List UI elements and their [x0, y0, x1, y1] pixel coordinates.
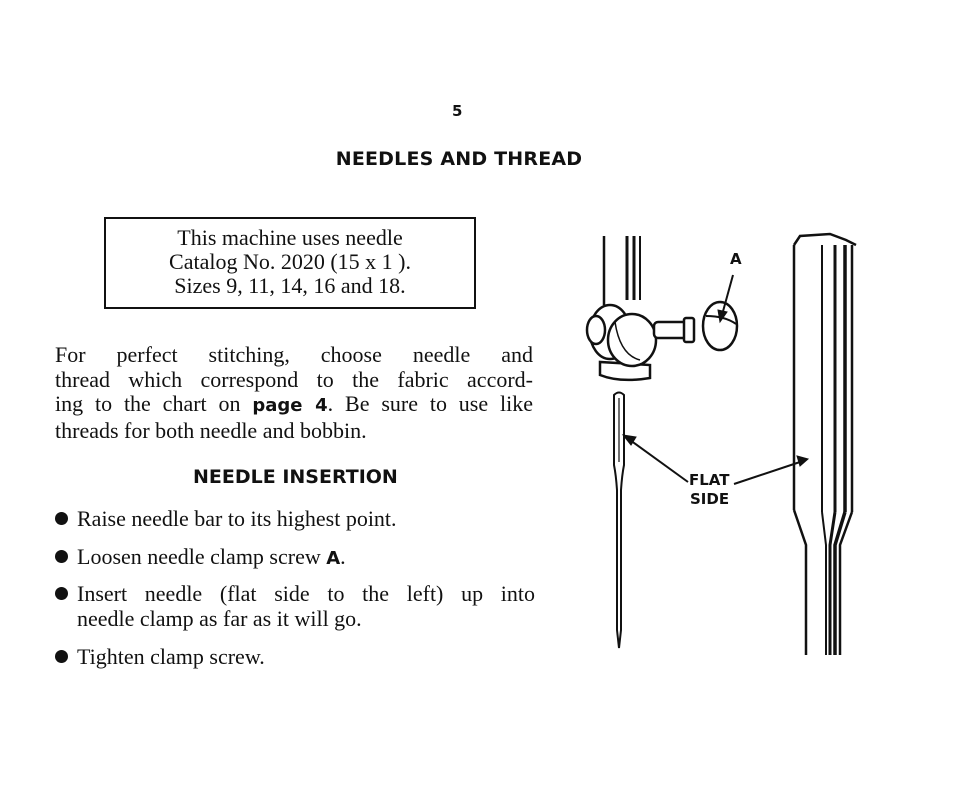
intro-line-3-post: . Be sure to use like	[327, 391, 533, 416]
label-a: A	[730, 250, 742, 268]
page-reference: page 4	[252, 395, 328, 416]
step-text-line-1: Insert needle (flat side to the left) up into	[77, 581, 535, 606]
label-flat: FLAT	[689, 471, 730, 489]
step-text-pre: Loosen needle clamp screw	[77, 544, 327, 569]
needle-illustration	[570, 225, 870, 665]
step-text	[77, 545, 535, 572]
step-text-line-2: needle clamp as far as it will go.	[77, 605, 362, 631]
bullet-icon	[55, 587, 68, 600]
page-number: 5	[452, 102, 463, 120]
bullet-icon	[55, 550, 68, 563]
intro-line-1: For perfect stitching, choose needle and	[55, 342, 533, 367]
step-text-post: .	[340, 544, 346, 569]
intro-line-3-pre: ing to the chart on	[55, 391, 253, 416]
needle-shank	[794, 234, 856, 655]
section-heading: NEEDLE INSERTION	[193, 466, 398, 488]
label-side: SIDE	[690, 490, 730, 508]
bullet-icon	[55, 512, 68, 525]
needle-clamp	[587, 305, 656, 380]
info-line-3: Sizes 9, 11, 14, 16 and 18.	[174, 273, 406, 298]
intro-line-4: threads for both needle and bobbin.	[55, 417, 367, 443]
step-loosen-screw	[55, 545, 535, 572]
page-title: NEEDLES AND THREAD	[335, 148, 583, 170]
intro-line-3	[55, 392, 533, 419]
step-text: Raise needle bar to its highest point.	[77, 506, 397, 531]
step-insert-needle	[55, 582, 535, 631]
intro-line-2: thread which correspond to the fabric accord-	[55, 366, 533, 392]
bullet-icon	[55, 650, 68, 663]
step-text: Tighten clamp screw.	[77, 644, 265, 669]
step-raise-needle-bar	[55, 507, 535, 532]
step-tighten-screw	[55, 645, 535, 670]
info-line-2: Catalog No. 2020 (15 x 1 ).	[169, 249, 411, 274]
info-line-1: This machine uses needle	[177, 225, 403, 250]
needle-bar	[604, 236, 640, 305]
needle	[614, 393, 624, 649]
screw-label-ref: A	[326, 548, 341, 569]
needle-info-box	[104, 217, 476, 309]
intro-paragraph	[55, 343, 533, 443]
